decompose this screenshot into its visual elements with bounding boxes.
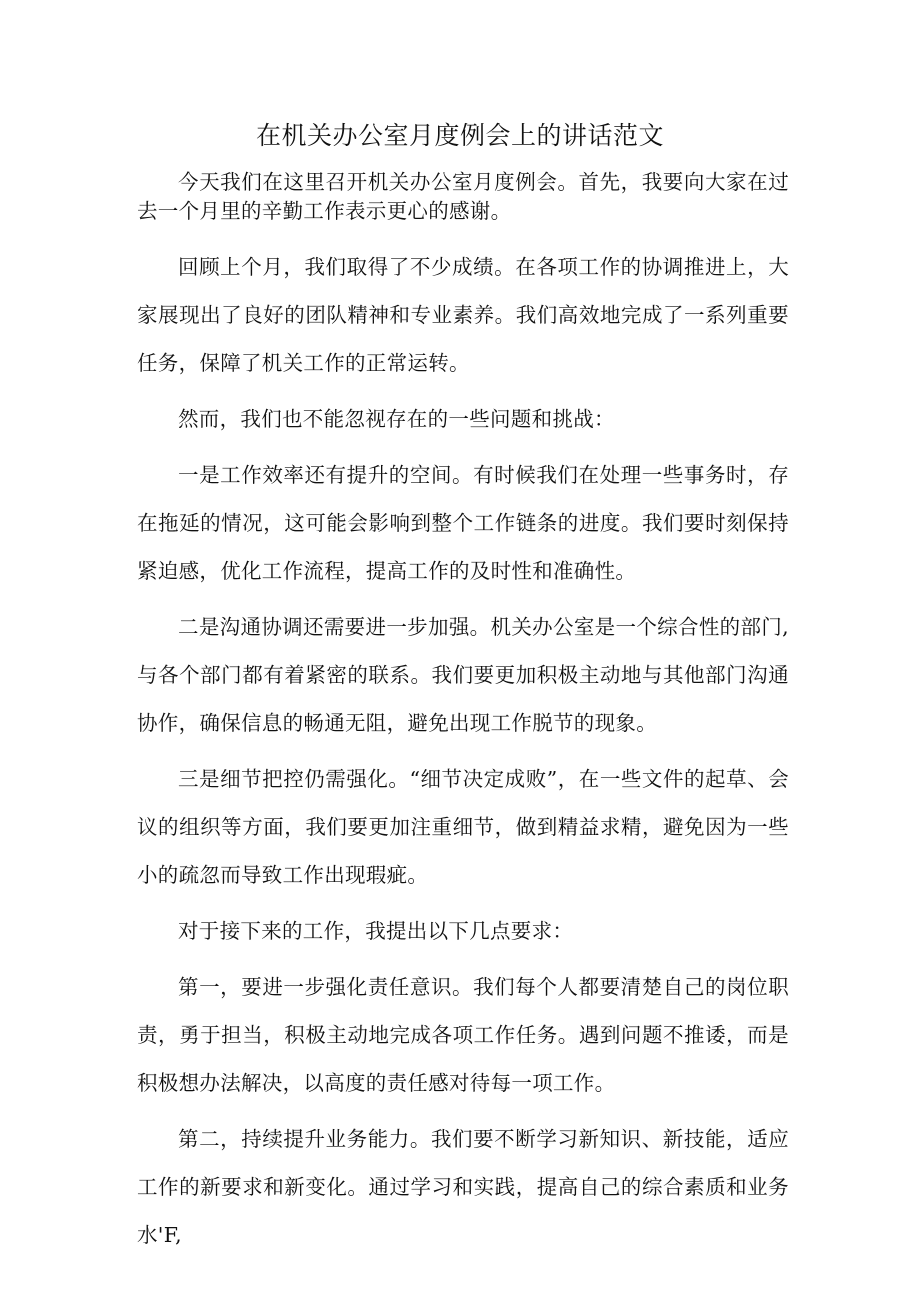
paragraph: 第二，持续提升业务能力。我们要不断学习新知识、新技能，适应工作的新要求和新变化。通过学习和实践，提高自己的综合素质和业务水'F, xyxy=(137,1127,789,1247)
paragraph: 然而，我们也不能忽视存在的一些问题和挑战： xyxy=(178,407,615,431)
paragraph: 三是细节把控仍需强化。“细节决定成败”，在一些文件的起草、会议的组织等方面，我们要更加注重细节，做到精益求精，避免因为一些小的疏忽而导致工作出现瑕疵。 xyxy=(137,767,789,887)
paragraph: 第一，要进一步强化责任意识。我们每个人都要清楚自己的岗位职责，勇于担当，积极主动地完成各项工作任务。遇到问题不推诿，而是积极想办法解决，以高度的责任感对待每一项工作。 xyxy=(137,975,789,1095)
document-body xyxy=(137,168,789,1267)
document-title: 在机关办公室月度例会上的讲话范文 xyxy=(255,121,664,150)
paragraph: 一是工作效率还有提升的空间。有时候我们在处理一些事务时，存在拖延的情况，这可能会影响到整个工作链条的进度。我们要时刻保持紧迫感，优化工作流程，提高工作的及时性和准确性。 xyxy=(137,463,789,583)
paragraph: 二是沟通协调还需要进一步加强。机关办公室是一个综合性的部门,与各个部门都有着紧密的联系。我们要更加积极主动地与其他部门沟通协作，确保信息的畅通无阻，避免出现工作脱节的现象。 xyxy=(137,615,789,735)
paragraph: 对于接下来的工作，我提出以下几点要求： xyxy=(178,919,574,943)
paragraph: 今天我们在这里召开机关办公室月度例会。首先，我要向大家在过去一个月里的辛勤工作表示更心的感谢。 xyxy=(137,170,789,223)
paragraph: 回顾上个月，我们取得了不少成绩。在各项工作的协调推进上，大家展现出了良好的团队精神和专业素养。我们高效地完成了一系列重要任务，保障了机关工作的正常运转。 xyxy=(137,255,789,375)
